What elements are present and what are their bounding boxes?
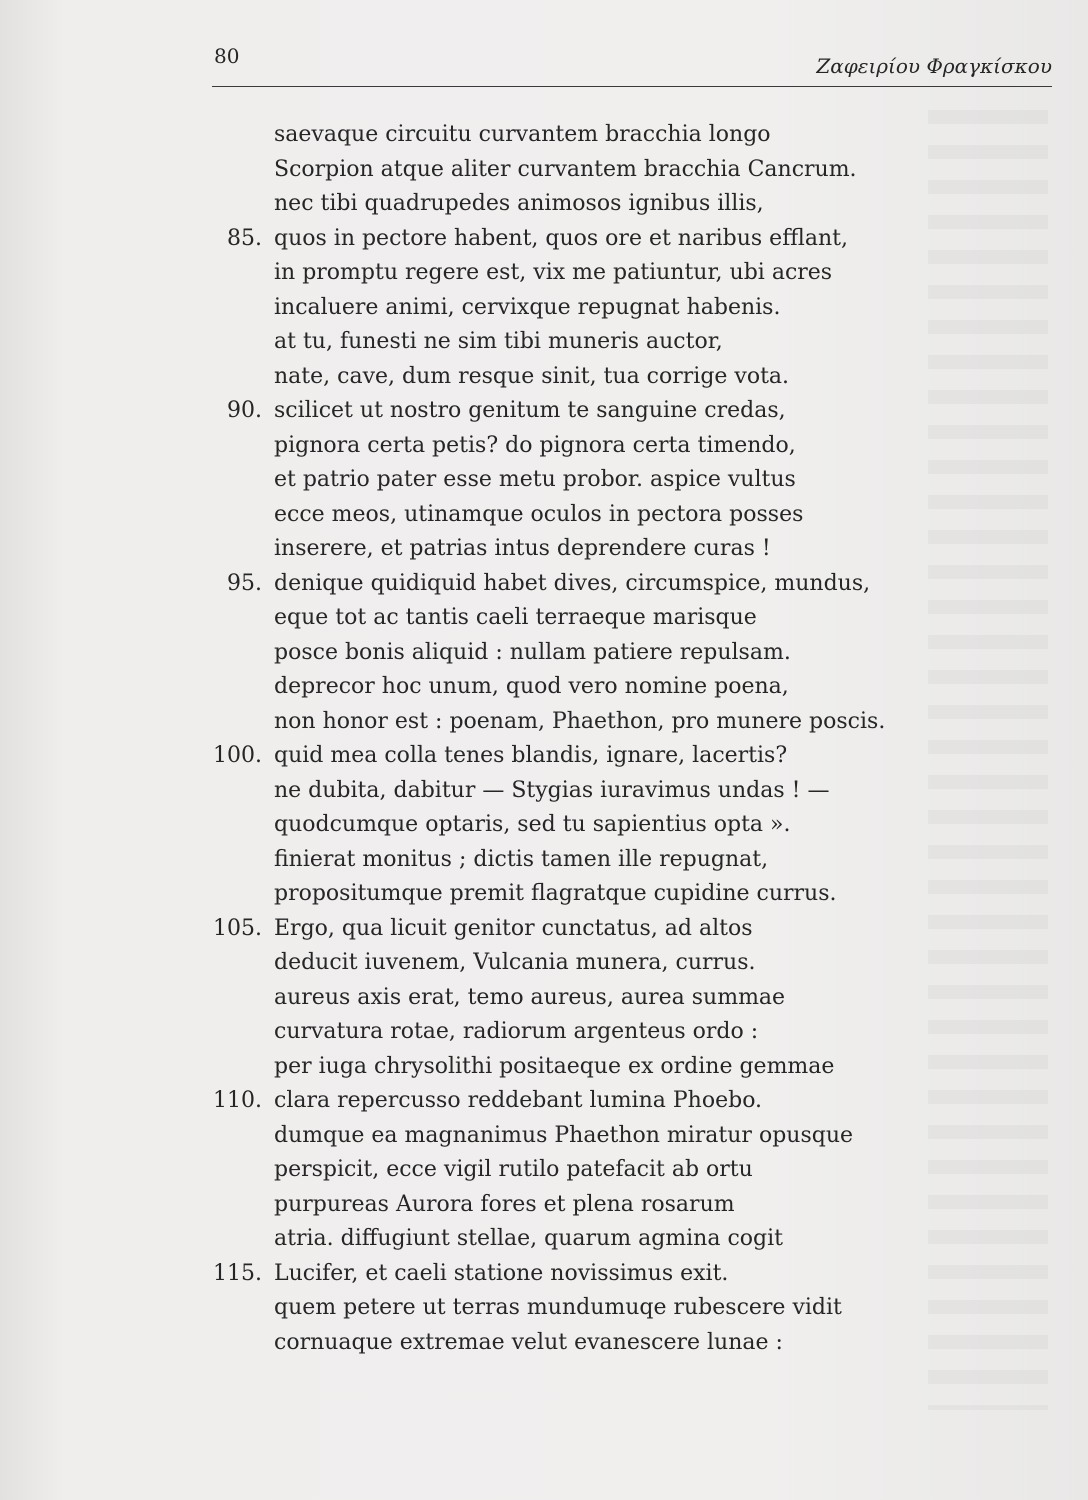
line-text: aureus axis erat, temo aureus, aurea summae (274, 984, 786, 1010)
line-text: Ergo, qua licuit genitor cunctatus, ad altos (274, 915, 753, 941)
line-text: deprecor hoc unum, quod vero nomine poena, (274, 674, 789, 699)
line-text: quodcumque optaris, sed tu sapientius opta ». (274, 812, 791, 837)
line-text: curvatura rotae, radiorum argenteus ordo : (274, 1019, 759, 1044)
verse-line (180, 567, 1040, 602)
line-text: pignora certa petis? do pignora certa timendo, (274, 432, 796, 458)
verse-line (180, 705, 1040, 740)
line-number: 85. (227, 225, 262, 251)
line-text: quem petere ut terras mundumuqe rubescere vidit (274, 1295, 842, 1320)
verse-line (180, 153, 1040, 188)
line-text: incaluere animi, cervixque repugnat habenis. (274, 294, 781, 320)
verse-line (180, 360, 1040, 395)
verse-line (180, 808, 1040, 843)
verse-line (180, 912, 1040, 947)
line-text: deducit iuvenem, Vulcania munera, currus. (274, 950, 756, 975)
line-text: inserere, et patrias intus deprendere curas ! (274, 536, 771, 561)
verse-line (180, 843, 1040, 878)
verse-line (180, 1119, 1040, 1154)
line-number: 115. (213, 1260, 262, 1286)
line-text: ne dubita, dabitur — Stygias iuravimus undas ! — (274, 777, 830, 803)
verse-line (180, 877, 1040, 912)
verse-line (180, 981, 1040, 1016)
verse-line (180, 429, 1040, 464)
verse-line (180, 1257, 1040, 1292)
verse-line (180, 1015, 1040, 1050)
line-text: in promptu regere est, vix me patiuntur, ubi acres (274, 260, 833, 285)
line-number: 105. (213, 915, 262, 941)
line-text: finierat monitus ; dictis tamen ille repugnat, (274, 846, 769, 872)
line-text: atria. diffugiunt stellae, quarum agmina cogit (274, 1226, 783, 1251)
verse-line (180, 670, 1040, 705)
line-text: perspicit, ecce vigil rutilo patefacit ab ortu (274, 1157, 753, 1182)
line-text: nate, cave, dum resque sinit, tua corrige vota. (274, 363, 790, 389)
line-text: quid mea colla tenes blandis, ignare, lacertis? (274, 743, 788, 768)
line-text: et patrio pater esse metu probor. aspice vultus (274, 467, 796, 492)
line-text: posce bonis aliquid : nullam patiere repulsam. (274, 639, 791, 665)
verse-line (180, 118, 1040, 153)
page-header (212, 40, 1052, 90)
verse-line (180, 325, 1040, 360)
line-number: 100. (213, 743, 262, 768)
line-text: purpureas Aurora fores et plena rosarum (274, 1191, 735, 1217)
verse-line (180, 636, 1040, 671)
verse-line (180, 222, 1040, 257)
verse-line (180, 774, 1040, 809)
verse-line (180, 739, 1040, 774)
verse-block (180, 118, 1040, 1360)
line-number: 95. (227, 570, 262, 596)
verse-line (180, 601, 1040, 636)
verse-line (180, 187, 1040, 222)
line-text: quos in pectore habent, quos ore et naribus efflant, (274, 225, 848, 251)
verse-line (180, 1291, 1040, 1326)
page-number: 80 (214, 44, 240, 68)
verse-line (180, 1084, 1040, 1119)
verse-line (180, 394, 1040, 429)
line-text: saevaque circuitu curvantem bracchia longo (274, 122, 771, 147)
line-text: per iuga chrysolithi positaeque ex ordine gemmae (274, 1053, 835, 1079)
verse-line (180, 532, 1040, 567)
line-text: at tu, funesti ne sim tibi muneris auctor, (274, 329, 723, 354)
line-text: scilicet ut nostro genitum te sanguine credas, (274, 398, 786, 423)
header-rule (212, 86, 1052, 87)
line-text: ecce meos, utinamque oculos in pectora posses (274, 501, 804, 527)
verse-line (180, 1222, 1040, 1257)
line-text: clara repercusso reddebant lumina Phoebo. (274, 1088, 763, 1113)
verse-line (180, 1188, 1040, 1223)
verse-line (180, 256, 1040, 291)
line-text: dumque ea magnanimus Phaethon miratur opusque (274, 1122, 854, 1148)
line-text: Scorpion atque aliter curvantem bracchia Cancrum. (274, 156, 857, 182)
line-text: cornuaque extremae velut evanescere lunae : (274, 1329, 783, 1355)
line-text: eque tot ac tantis caeli terraeque marisque (274, 605, 757, 630)
verse-line (180, 1153, 1040, 1188)
running-head: Ζαφειρίου Φραγκίσκου (816, 54, 1052, 78)
verse-line (180, 1050, 1040, 1085)
verse-line (180, 463, 1040, 498)
line-text: Lucifer, et caeli statione novissimus exit. (274, 1260, 729, 1286)
line-text: nec tibi quadrupedes animosos ignibus illis, (274, 191, 764, 216)
line-text: denique quidiquid habet dives, circumspice, mundus, (274, 570, 871, 596)
line-number: 90. (227, 398, 262, 423)
verse-line (180, 498, 1040, 533)
verse-line (180, 1326, 1040, 1361)
verse-line (180, 291, 1040, 326)
verse-line (180, 946, 1040, 981)
line-text: non honor est : poenam, Phaethon, pro munere poscis. (274, 708, 886, 734)
line-text: propositumque premit flagratque cupidine currus. (274, 881, 837, 906)
line-number: 110. (213, 1088, 262, 1113)
